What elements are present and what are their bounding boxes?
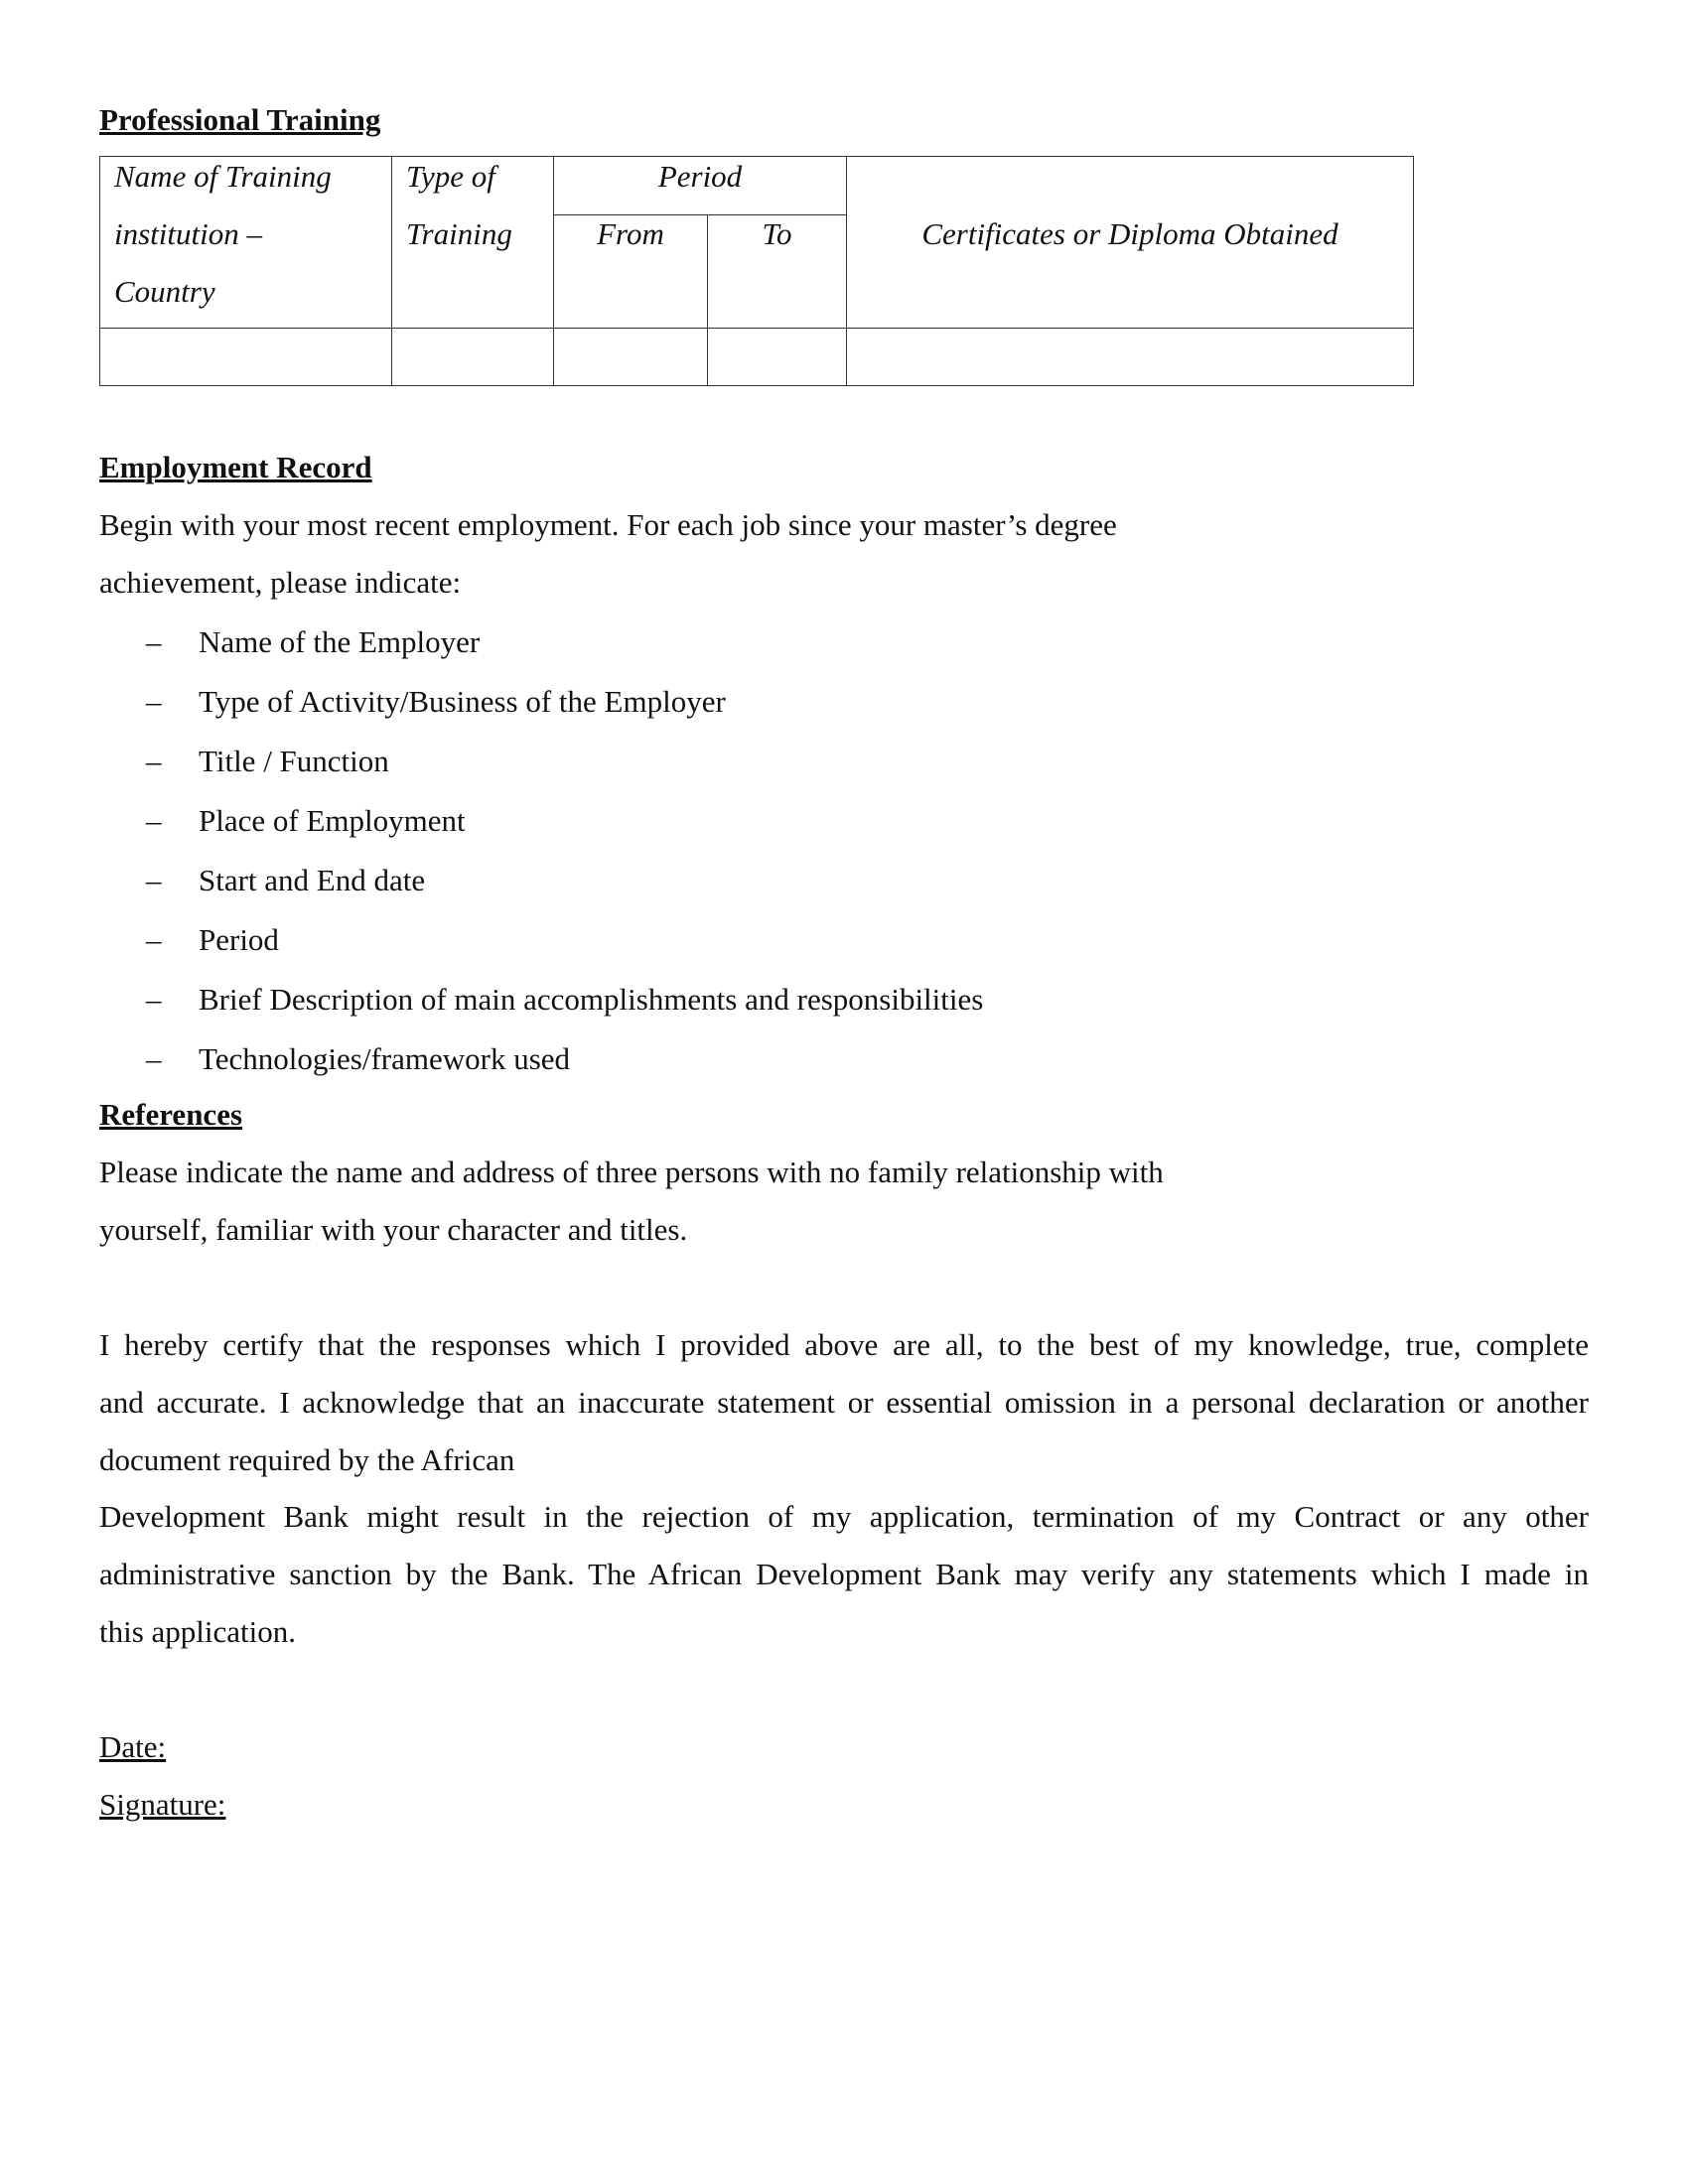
header-cell-to <box>708 215 847 329</box>
list-item-label: Brief Description of main accomplishments and responsibilities <box>199 982 984 1017</box>
bullet-dash: – <box>146 744 162 778</box>
bullet-dash: – <box>146 922 162 957</box>
table-cell-type[interactable] <box>392 329 554 386</box>
header-period: Period <box>657 159 743 194</box>
bullet-dash: – <box>146 803 162 838</box>
employment-intro-line2: achievement, please indicate: <box>99 565 462 600</box>
table-row <box>100 329 1414 386</box>
header-cell-type <box>392 157 554 329</box>
header-certificates: Certificates or Diploma Obtained <box>921 216 1338 251</box>
certification-line1: I hereby certify that the responses which I provided above are all, to the best of my knowledge, true, complete <box>99 1327 1589 1362</box>
list-item-label: Technologies/framework used <box>199 1041 571 1076</box>
bullet-dash: – <box>146 1041 162 1076</box>
professional-training-table <box>99 156 1414 386</box>
header-cell-institution <box>100 157 392 329</box>
bullet-dash: – <box>146 863 162 897</box>
header-from: From <box>597 216 664 251</box>
certification-line5: administrative sanction by the Bank. The African Development Bank may verify any statements which I made in <box>99 1557 1589 1591</box>
professional-training-heading: Professional Training <box>99 102 381 137</box>
list-item-label: Title / Function <box>199 744 389 778</box>
table-cell-to[interactable] <box>708 329 847 386</box>
header-type-line2: Training <box>406 216 512 251</box>
list-item-label: Place of Employment <box>199 803 466 838</box>
list-item-label: Period <box>199 922 279 957</box>
table-cell-certificates[interactable] <box>847 329 1414 386</box>
header-institution-line1: Name of Training <box>114 159 332 194</box>
bullet-dash: – <box>146 684 162 719</box>
bullet-dash: – <box>146 982 162 1017</box>
certification-line4: Development Bank might result in the rejection of my application, termination of my Contract or any other <box>99 1499 1589 1534</box>
references-line1: Please indicate the name and address of three persons with no family relationship with <box>99 1155 1164 1189</box>
certification-line2: and accurate. I acknowledge that an inaccurate statement or essential omission in a personal declaration or another <box>99 1385 1589 1420</box>
certification-line6: this application. <box>99 1614 297 1649</box>
header-to: To <box>762 216 792 251</box>
employment-record-heading: Employment Record <box>99 450 372 484</box>
list-item-label: Type of Activity/Business of the Employer <box>199 684 726 719</box>
certification-line3: document required by the African <box>99 1442 515 1477</box>
header-cell-certificates <box>847 157 1414 329</box>
header-institution-line3: Country <box>114 274 215 309</box>
list-item-label: Name of the Employer <box>199 624 481 659</box>
header-institution-line2: institution – <box>114 216 262 251</box>
employment-intro-line1: Begin with your most recent employment. For each job since your master’s degree <box>99 507 1117 542</box>
header-cell-from <box>554 215 708 329</box>
references-line2: yourself, familiar with your character and titles. <box>99 1212 688 1247</box>
header-type-line1: Type of <box>406 159 495 194</box>
table-cell-institution[interactable] <box>100 329 392 386</box>
signature-label: Signature: <box>99 1787 226 1822</box>
list-item-label: Start and End date <box>199 863 426 897</box>
date-label: Date: <box>99 1729 167 1764</box>
table-cell-from[interactable] <box>554 329 708 386</box>
references-heading: References <box>99 1097 243 1132</box>
bullet-dash: – <box>146 624 162 659</box>
